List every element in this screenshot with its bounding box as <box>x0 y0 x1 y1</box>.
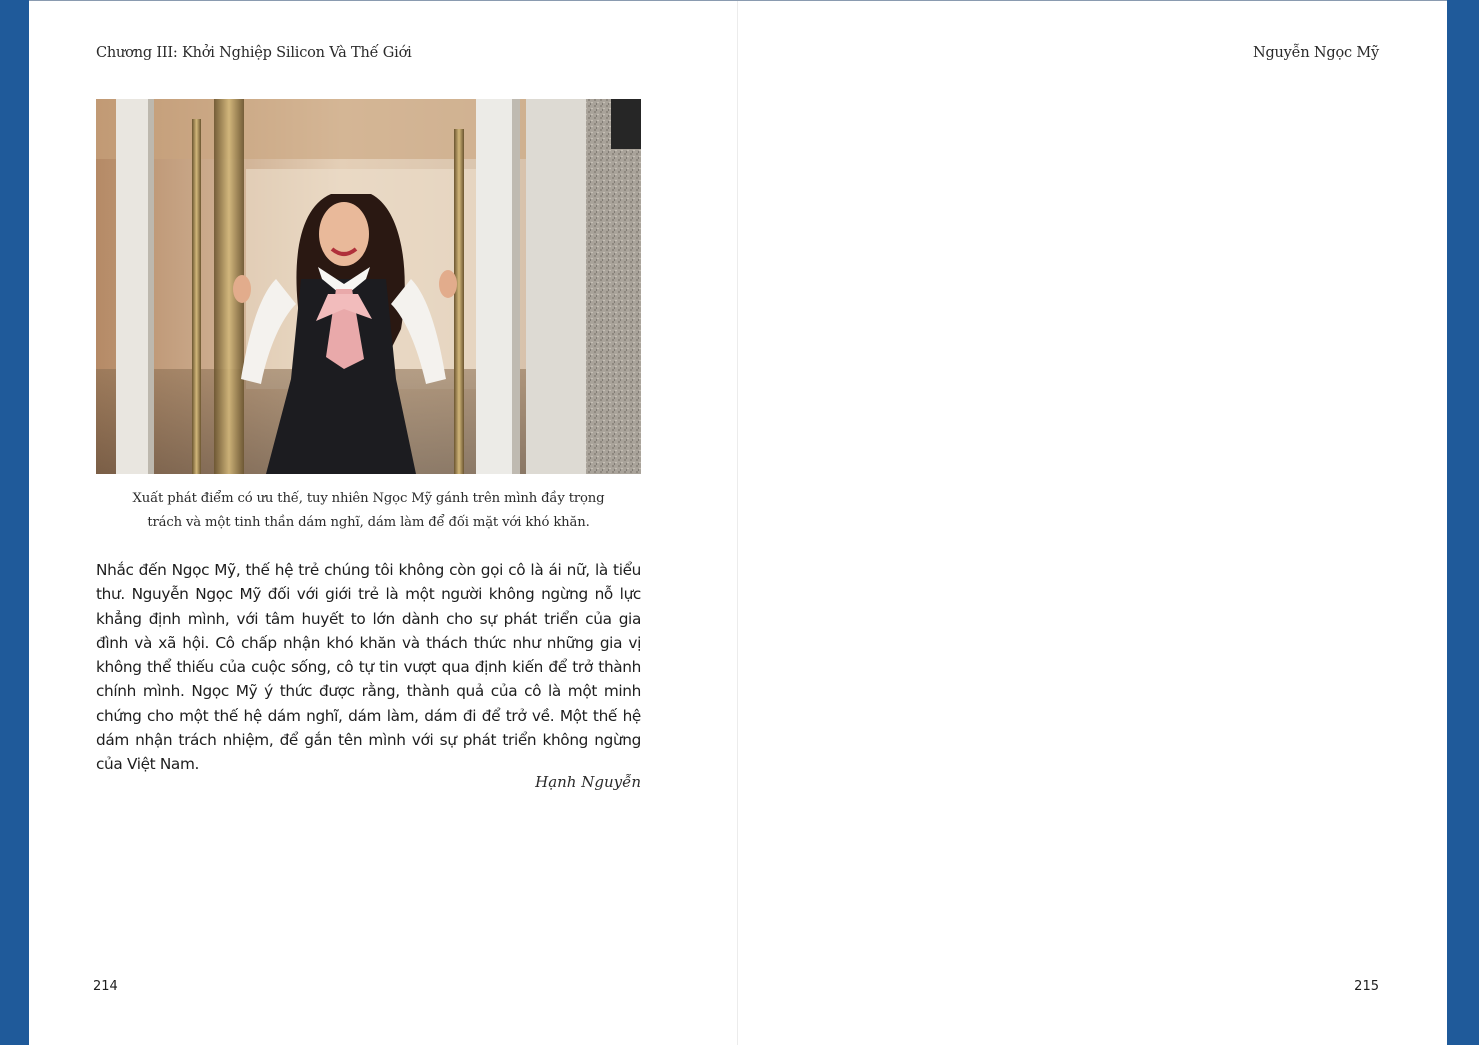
portrait-photo <box>96 99 641 474</box>
running-head-name: Nguyễn Ngọc Mỹ <box>1252 45 1379 61</box>
photo-caption <box>96 487 641 535</box>
book-spread <box>29 1 1447 1045</box>
caption-line-1: Xuất phát điểm có ưu thế, tuy nhiên Ngọc Mỹ gánh trên mình đầy trọng <box>132 491 605 506</box>
body-paragraph <box>96 558 641 777</box>
right-page <box>738 1 1447 1045</box>
running-head-chapter: Chương III: Khởi Nghiệp Silicon Và Thế Giới <box>96 45 412 61</box>
page-number-right: 215 <box>1354 979 1379 994</box>
caption-line-2: trách và một tinh thần dám nghĩ, dám làm để đối mặt với khó khăn. <box>147 515 590 530</box>
author-signature: Hạnh Nguyễn <box>535 773 641 791</box>
left-page <box>29 1 737 1045</box>
page-number-left: 214 <box>93 979 118 994</box>
body-text: Nhắc đến Ngọc Mỹ, thế hệ trẻ chúng tôi không còn gọi cô là ái nữ, là tiểu thư. Nguyễn Ngọc Mỹ đối với giới trẻ là một người không ngừng nỗ lực khẳng định mình, với tâm huyết to lớn dành cho sự phát triển của gia đình và xã hội. Cô chấp nhận khó khăn và thách thức như những gia vị không thể thiếu của cuộc sống, cô tự tin vượt qua định kiến để trở thành chính mình. Ngọc Mỹ ý thức được rằng, thành quả của cô là một minh chứng cho một thế hệ dám nghĩ, dám làm, dám đi để trở về. Một thế hệ dám nhận trách nhiệm, để gắn tên mình với sự phát triển không ngừng của Việt Nam. <box>96 561 641 774</box>
